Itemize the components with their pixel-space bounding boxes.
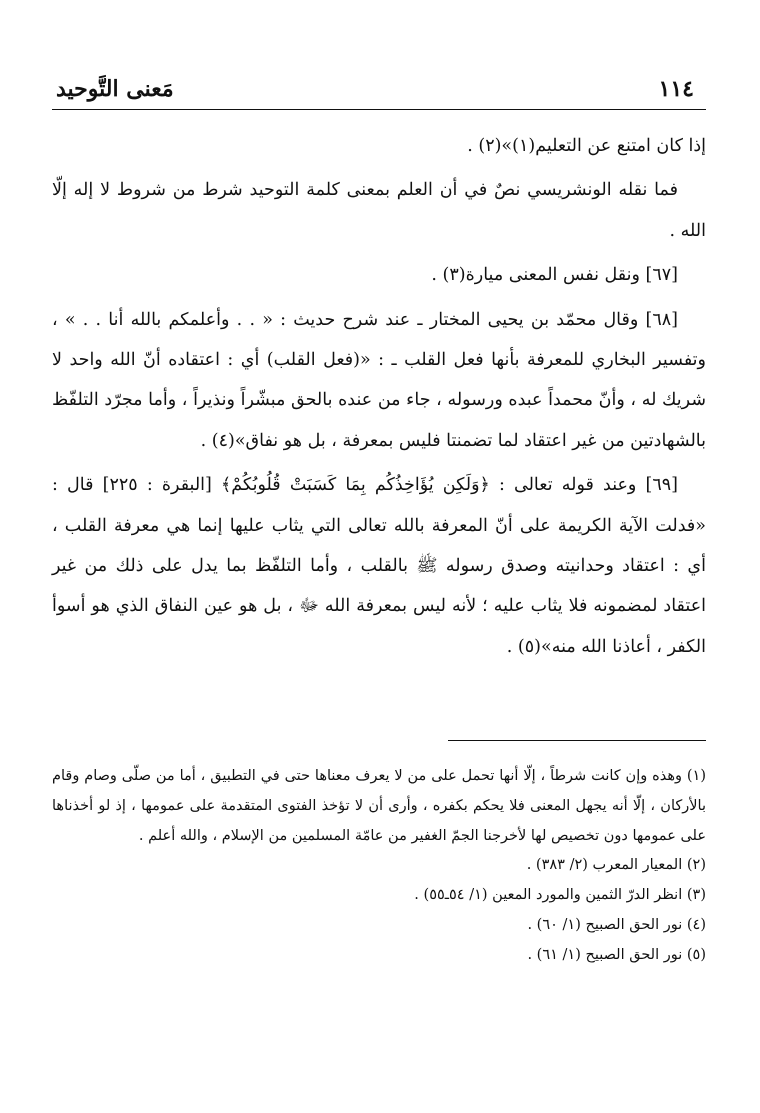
footnote-5: (٥) نور الحق الصبيح (١/ ٦١) .: [527, 946, 706, 963]
paragraph-67: [٦٧] ونقل نفس المعنى ميارة(٣) .: [431, 265, 678, 286]
footnote-3: (٣) انظر الدرّ الثمين والمورد المعين (١/ ٥٤ـ٥٥) .: [414, 887, 706, 904]
paragraph-68: [٦٨] وقال محمّد بن يحيى المختار ـ عند شرح حديث : « . . وأعلمكم بالله أنا . . » ، وتفسير البخاري للمعرفة بأنها فعل القلب ـ : «(فعل القلب) أي : اعتقاده أنّ الله واحد لا شريك له ، وأنّ محمداً عبده ورسوله ، جاء من عنده بالحق مبشّراً ونذيراً ، وأما مجرّد التلفّظ بالشهادتين من غير اعتقاد لما تضمنتا فليس بمعرفة ، بل هو نفاق»(٤) .: [52, 309, 706, 451]
paragraph-2: فما نقله الونشريسي نصٌ في أن العلم بمعنى كلمة التوحيد شرط من شروط لا إله إلّا الله .: [52, 180, 706, 241]
footnote-4: (٤) نور الحق الصبيح (١/ ٦٠) .: [527, 916, 706, 933]
paragraph-69: [٦٩] وعند قوله تعالى : ﴿وَلَكِن يُؤَاخِذُكُم بِمَا كَسَبَتْ قُلُوبُكُمْ﴾ [البقرة : ٢٢٥] قال : «فدلت الآية الكريمة على أنّ المعرفة بالله تعالى التي يثاب عليها إنما هي معرفة القلب ، أي : اعتقاد وحدانيته وصدق رسوله ﷺ بالقلب ، وأما التلفّظ بما يدل على ذلك من غير اعتقاد لمضمونه فلا يثاب عليه ؛ لأنه ليس بمعرفة الله ﷻ ، بل هو عين النفاق الذي هو أسوأ الكفر ، أعاذنا الله منه»(٥) .: [52, 475, 706, 657]
footnote-2: (٢) المعيار المعرب (٢/ ٣٨٣) .: [526, 857, 706, 874]
running-title: مَعنى التَّوحيد: [56, 76, 174, 102]
paragraph-1: إذا كان امتنع عن التعليم(١)»(٢) .: [467, 136, 706, 156]
footnotes: [52, 762, 706, 971]
page-number: ١١٤: [658, 76, 694, 102]
footnote-divider: [448, 740, 706, 741]
page-header: [52, 70, 702, 106]
main-text: [52, 126, 706, 667]
footnote-1: (١) وهذه وإن كانت شرطاً ، إلّا أنها تحمل على من لا يعرف معناها حتى في التطبيق ، أما من صلّى وصام وقام بالأركان ، إلّا أنه يجهل المعنى فلا يحكم بكفره ، وأرى أن لا تؤخذ الفتوى المتقدمة على عمومها ، إذ لو أخذناها على عمومها دون تخصيص لها لأخرجنا الجمّ الغفير من عامّة المسلمين من الإسلام ، والله أعلم .: [52, 768, 706, 844]
header-divider: [52, 109, 706, 110]
